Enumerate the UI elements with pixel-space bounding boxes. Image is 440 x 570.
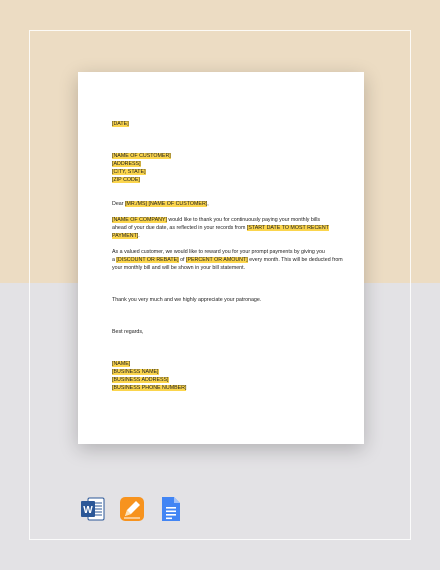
svg-text:W: W <box>83 505 93 516</box>
salutation-placeholder: [MR./MS] [NAME OF CUSTOMER] <box>124 201 208 207</box>
recipient-city-state: [CITY, STATE] <box>112 169 146 175</box>
signature-business-address: [BUSINESS ADDRESS] <box>112 377 169 383</box>
percent-placeholder: [PERCENT OR AMOUNT] <box>186 257 248 263</box>
signature-business-name: [BUSINESS NAME] <box>112 369 159 375</box>
paragraph-reward: As a valued customer, we would like to reward you for your prompt payments by giving you a [DISCOUNT OR REBATE] of [PERCENT OR AMOUNT] every month. This will be deducted from your monthly bill and will be shown in your bill statement. <box>112 249 343 271</box>
date-placeholder: [DATE] <box>112 121 129 127</box>
discount-placeholder: [DISCOUNT OR REBATE] <box>116 257 179 263</box>
paragraph-thanks: [NAME OF COMPANY] would like to thank you for continuously paying your monthly bills ahead of your due date, as reflected in your records from [START DATE TO MOST RECENT PAYMENT]. <box>112 217 329 239</box>
closing: Best regards, <box>112 329 144 335</box>
recipient-address: [ADDRESS] <box>112 161 141 167</box>
paragraph-appreciation: Thank you very much and we highly appreciate your patronage. <box>112 297 262 303</box>
salutation: Dear [MR./MS] [NAME OF CUSTOMER], <box>112 201 209 207</box>
signature-business-phone: [BUSINESS PHONE NUMBER] <box>112 385 187 391</box>
word-icon[interactable] <box>80 496 106 522</box>
pages-icon[interactable] <box>119 496 145 522</box>
recipient-name: [NAME OF CUSTOMER] <box>112 153 171 159</box>
letter-page <box>78 72 364 444</box>
payment-placeholder: PAYMENT] <box>112 233 139 239</box>
start-date-placeholder: [START DATE TO MOST RECENT <box>246 225 329 231</box>
signature-name: [NAME] <box>112 361 131 367</box>
letter-content <box>112 120 343 392</box>
google-docs-icon[interactable] <box>158 496 184 522</box>
format-icons <box>0 496 440 526</box>
company-placeholder: [NAME OF COMPANY] <box>112 217 167 223</box>
recipient-zip: [ZIP CODE] <box>112 177 140 183</box>
